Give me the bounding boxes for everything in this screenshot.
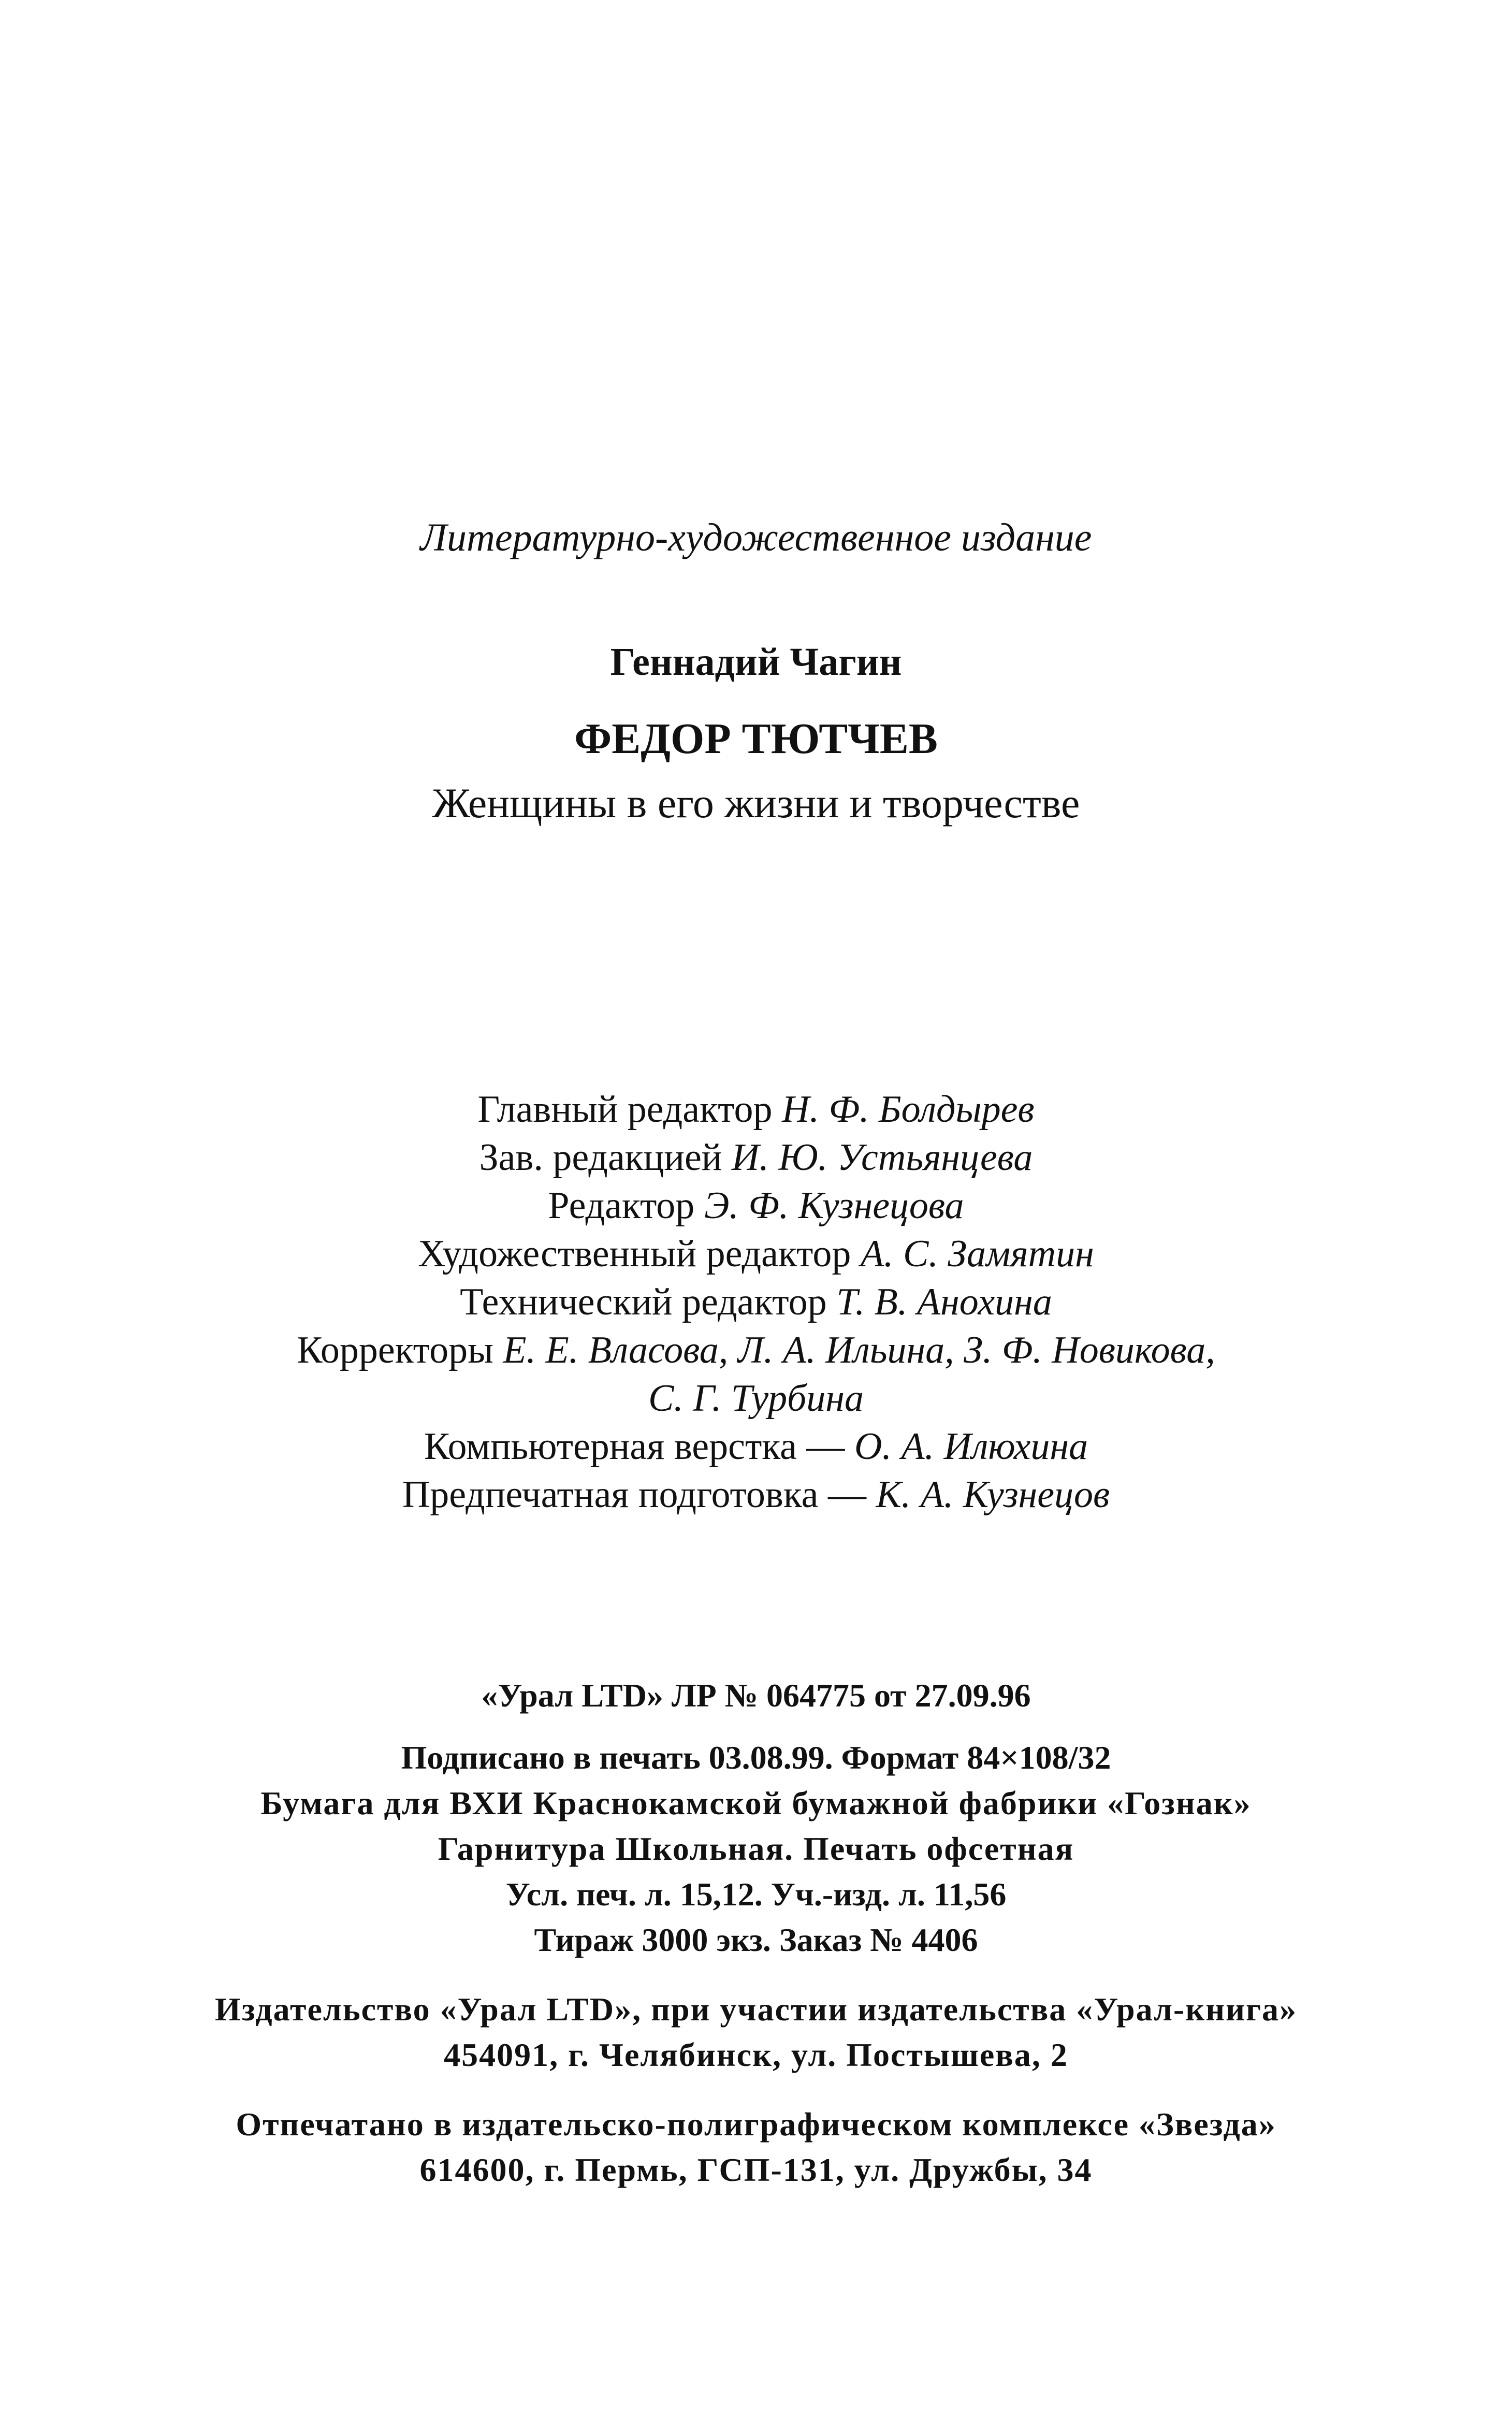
imprint-publisher: Издательство «Урал LTD», при участии издательства «Урал-книга» <box>214 1991 1298 2028</box>
book-subtitle: Женщины в его жизни и творчестве <box>432 779 1080 827</box>
staff-line-prepress <box>0 1473 1512 1516</box>
imprint-circulation: Тираж 3000 экз. Заказ № 4406 <box>534 1921 978 1958</box>
imprint-printer-address: 614600, г. Пермь, ГСП-131, ул. Дружбы, 34 <box>419 2151 1093 2188</box>
staff-name: С. Г. Турбина <box>648 1377 864 1420</box>
staff-line-head-editorial <box>0 1138 1512 1177</box>
staff-role: Художественный редактор <box>418 1233 851 1275</box>
staff-role: Главный редактор <box>477 1088 773 1131</box>
staff-name: К. А. Кузнецов <box>876 1473 1110 1516</box>
staff-name: Е. Е. Власова, Л. А. Ильина, З. Ф. Новикова, <box>503 1329 1215 1371</box>
staff-name: Н. Ф. Болдырев <box>782 1088 1035 1131</box>
staff-role: Технический редактор <box>460 1281 827 1323</box>
staff-role: Компьютерная верстка — <box>424 1425 845 1468</box>
staff-line-art-editor <box>0 1235 1512 1273</box>
staff-line-layout <box>0 1427 1512 1466</box>
staff-line-tech-editor <box>0 1283 1512 1321</box>
imprint-typeface: Гарнитура Школьная. Печать офсетная <box>438 1830 1074 1867</box>
imprint-printer: Отпечатано в издательско-полиграфическом комплексе «Звезда» <box>236 2106 1276 2143</box>
staff-line-chief-editor <box>0 1090 1512 1129</box>
staff-role: Редактор <box>548 1184 695 1227</box>
book-title: ФЕДОР ТЮТЧЕВ <box>574 715 938 763</box>
imprint-publisher-address: 454091, г. Челябинск, ул. Постышева, 2 <box>444 2036 1068 2073</box>
staff-role: Зав. редакцией <box>479 1136 722 1179</box>
staff-name: Э. Ф. Кузнецова <box>704 1184 964 1227</box>
staff-role: Предпечатная подготовка — <box>402 1473 867 1516</box>
author-name: Геннадий Чагин <box>610 640 902 684</box>
imprint-paper: Бумага для ВХИ Краснокамской бумажной фабрики «Гознак» <box>260 1785 1252 1821</box>
edition-type: Литературно-художественное издание <box>420 516 1092 559</box>
staff-line-proofreaders-cont <box>0 1379 1512 1418</box>
staff-name: О. А. Илюхина <box>854 1425 1088 1468</box>
imprint-signed: Подписано в печать 03.08.99. Формат 84×108/32 <box>401 1739 1111 1776</box>
staff-role: Корректоры <box>297 1329 493 1371</box>
staff-line-editor <box>0 1184 1512 1227</box>
staff-name: А. С. Замятин <box>860 1233 1094 1275</box>
staff-name: И. Ю. Устьянцева <box>731 1136 1033 1179</box>
staff-line-proofreaders <box>0 1331 1512 1369</box>
imprint-license: «Урал LTD» ЛР № 064775 от 27.09.96 <box>481 1677 1031 1714</box>
imprint-sheets: Усл. печ. л. 15,12. Уч.-изд. л. 11,56 <box>505 1876 1007 1913</box>
staff-name: Т. В. Анохина <box>836 1281 1052 1323</box>
